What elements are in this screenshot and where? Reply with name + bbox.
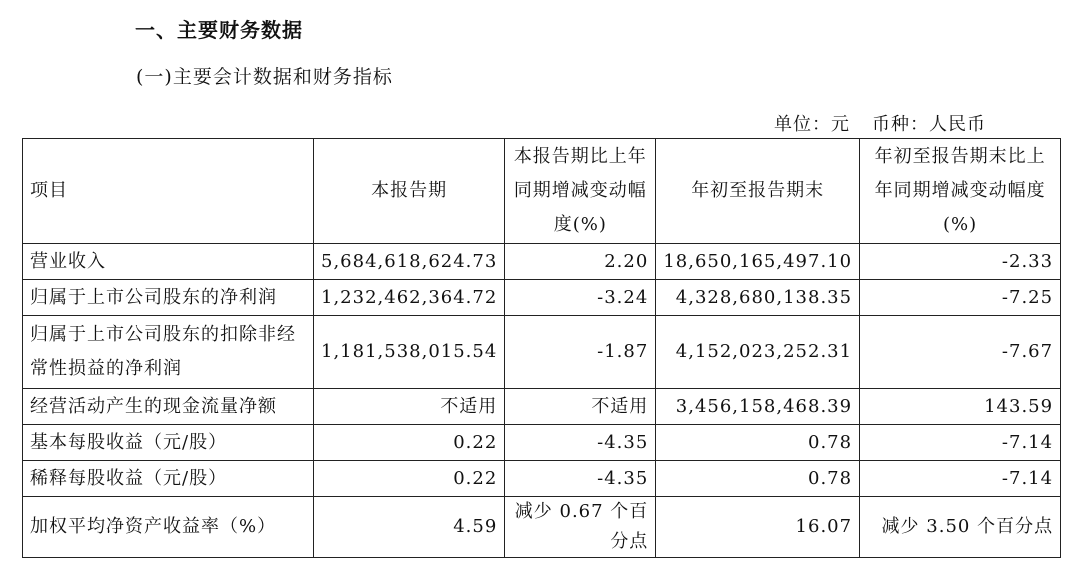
header-current-period: 本报告期 (314, 139, 505, 244)
current-period-value: 4.59 (314, 497, 505, 558)
unit-line (774, 110, 986, 136)
ytd-value: 18,650,165,497.10 (656, 244, 860, 280)
table-row (23, 461, 1061, 497)
current-period-change: 不适用 (505, 389, 656, 425)
ytd-change: -7.25 (860, 280, 1061, 316)
table-row (23, 244, 1061, 280)
ytd-change: -7.14 (860, 461, 1061, 497)
ytd-value: 0.78 (656, 425, 860, 461)
current-period-change: -1.87 (505, 316, 656, 389)
ytd-value: 0.78 (656, 461, 860, 497)
ytd-value: 16.07 (656, 497, 860, 558)
ytd-change: -7.67 (860, 316, 1061, 389)
currency-label: 币种：人民币 (872, 114, 986, 135)
table-row (23, 497, 1061, 558)
row-label: 经营活动产生的现金流量净额 (23, 389, 314, 425)
current-period-value: 5,684,618,624.73 (314, 244, 505, 280)
unit-label: 单位：元 (774, 114, 850, 135)
current-period-value: 0.22 (314, 425, 505, 461)
section-heading: 一、主要财务数据 (135, 18, 303, 42)
row-label: 归属于上市公司股东的净利润 (23, 280, 314, 316)
current-period-value: 0.22 (314, 461, 505, 497)
ytd-change: 减少 3.50 个百分点 (860, 497, 1061, 558)
table-row (23, 316, 1061, 389)
table-row (23, 425, 1061, 461)
table-header-row (23, 139, 1061, 244)
ytd-value: 4,328,680,138.35 (656, 280, 860, 316)
current-period-change: 减少 0.67 个百分点 (505, 497, 656, 558)
row-label: 基本每股收益（元/股） (23, 425, 314, 461)
ytd-change: -7.14 (860, 425, 1061, 461)
row-label: 稀释每股收益（元/股） (23, 461, 314, 497)
row-label: 加权平均净资产收益率（%） (23, 497, 314, 558)
current-period-value: 1,181,538,015.54 (314, 316, 505, 389)
current-period-value: 不适用 (314, 389, 505, 425)
table-row (23, 280, 1061, 316)
subsection-heading: (一)主要会计数据和财务指标 (136, 66, 393, 88)
header-ytd-change: 年初至报告期末比上年同期增减变动幅度(%) (860, 139, 1061, 244)
ytd-change: 143.59 (860, 389, 1061, 425)
current-period-change: 2.20 (505, 244, 656, 280)
header-item: 项目 (23, 139, 314, 244)
header-current-period-change: 本报告期比上年同期增减变动幅度(%) (505, 139, 656, 244)
financial-data-table (22, 138, 1061, 558)
table-row (23, 389, 1061, 425)
header-ytd: 年初至报告期末 (656, 139, 860, 244)
ytd-change: -2.33 (860, 244, 1061, 280)
ytd-value: 3,456,158,468.39 (656, 389, 860, 425)
row-label: 营业收入 (23, 244, 314, 280)
current-period-change: -3.24 (505, 280, 656, 316)
current-period-change: -4.35 (505, 425, 656, 461)
current-period-value: 1,232,462,364.72 (314, 280, 505, 316)
current-period-change: -4.35 (505, 461, 656, 497)
row-label: 归属于上市公司股东的扣除非经常性损益的净利润 (23, 316, 314, 389)
ytd-value: 4,152,023,252.31 (656, 316, 860, 389)
